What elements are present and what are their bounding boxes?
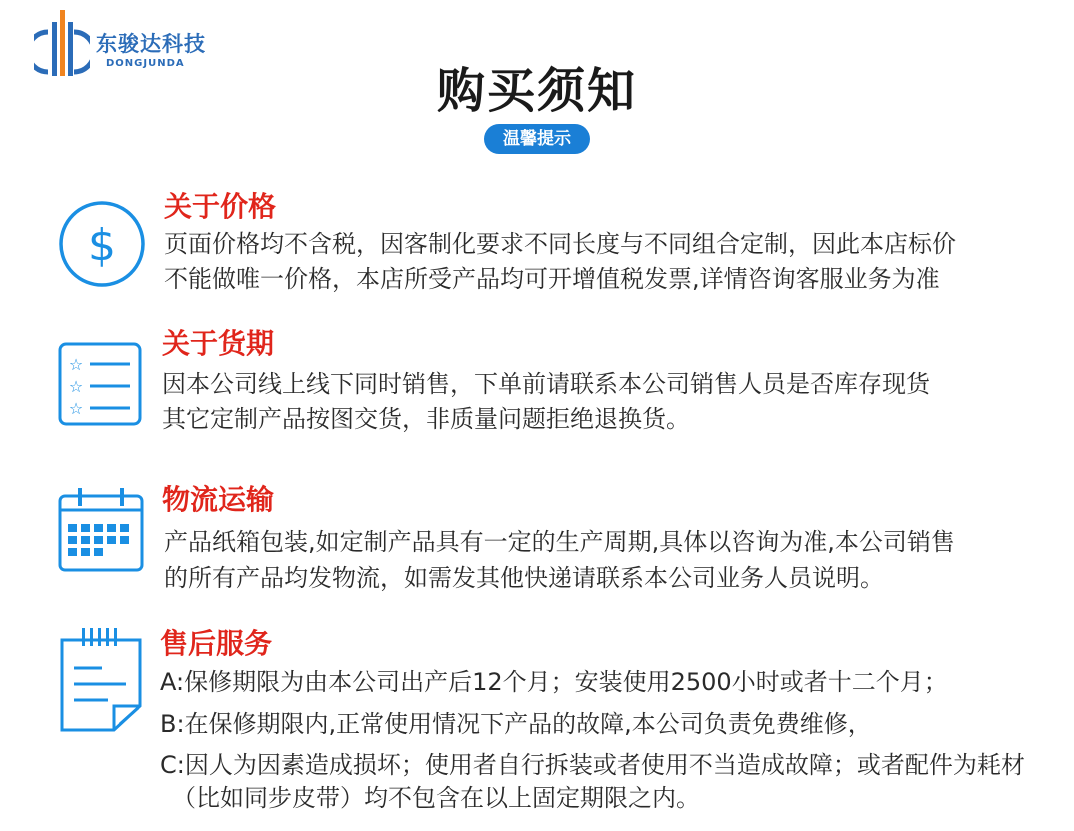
section-title-delivery: 关于货期 [162,327,275,360]
section-text-line: A:保修期限为由本公司出产后12个月；安装使用2500小时或者十二个月； [160,668,948,696]
svg-text:$: $ [88,220,116,271]
notepad-icon [58,626,144,732]
star-list-icon [58,342,142,426]
logo-name: 东骏达科技 [96,32,206,56]
dollar-icon [56,198,148,290]
logo-subtitle: DONGJUNDA [106,58,185,69]
svg-text:☆: ☆ [68,355,84,374]
svg-text:☆: ☆ [68,377,84,396]
svg-text:☆: ☆ [68,399,84,418]
section-text-line: B:在保修期限内,正常使用情况下产品的故障,本公司负责免费维修， [160,710,872,738]
section-title-price: 关于价格 [164,190,277,223]
tip-badge: 温馨提示 [484,124,590,154]
section-title-aftersales: 售后服务 [160,627,273,660]
section-text-line: 其它定制产品按图交货，非质量问题拒绝退换货。 [162,405,690,433]
section-text-line: （比如同步皮带）均不包含在以上固定期限之内。 [172,784,700,812]
section-text-line: 产品纸箱包装,如定制产品具有一定的生产周期,具体以咨询为准,本公司销售 [164,528,955,556]
section-text-line: 不能做唯一价格，本店所受产品均可开增值税发票,详情咨询客服业务为准 [164,265,940,293]
calendar-icon [58,488,144,572]
section-text-line: 的所有产品均发物流，如需发其他快递请联系本公司业务人员说明。 [164,564,884,592]
page-title: 购买须知 [436,63,637,119]
section-text-line: 因本公司线上线下同时销售，下单前请联系本公司销售人员是否库存现货 [162,370,930,398]
section-text-line: 页面价格均不含税，因客制化要求不同长度与不同组合定制，因此本店标价 [164,230,956,258]
section-title-logistics: 物流运输 [162,483,275,516]
section-text-line: C:因人为因素造成损坏；使用者自行拆装或者使用不当造成故障；或者配件为耗材 [160,751,1025,779]
